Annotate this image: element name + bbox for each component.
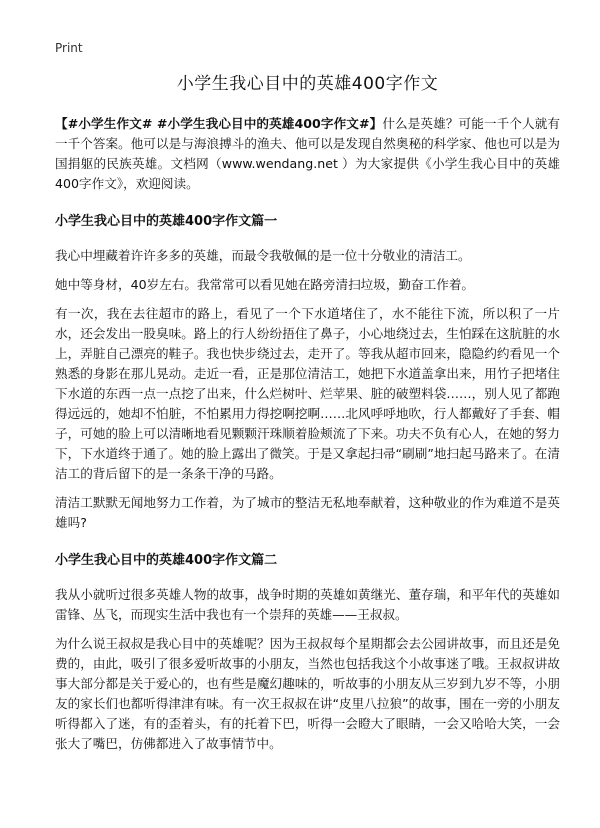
section-1-heading: 小学生我心目中的英雄400字作文篇一: [55, 214, 278, 229]
section-1-paragraph-1: 我心中埋藏着许许多多的英雄，而最令我敬佩的是一位十分敬业的清洁工。: [55, 248, 471, 263]
print-link[interactable]: Print: [55, 41, 83, 55]
section-2-paragraph-1: 我从小就听过很多英雄人物的故事，战争时期的英雄如黄继光、董存瑞，和平年代的英雄如雷锋、丛飞，而现实生活中我也有一个崇拜的英雄——王叔叔。: [55, 587, 560, 622]
section-1-paragraph-4: 清洁工默默无闻地努力工作着，为了城市的整洁无私地奉献着，这种敬业的作为难道不是英雄吗?: [55, 495, 560, 530]
intro-tag: 【#小学生作文# #小学生我心目中的英雄400字作文#】: [55, 116, 383, 131]
section-2-heading: 小学生我心目中的英雄400字作文篇二: [55, 553, 278, 568]
intro-text: 什么是英雄？可能一千个人就有一千个答案。他可以是与海浪搏斗的渔夫、他可以是发现自然奥秘的科学家、他也可以是为国捐躯的民族英雄。文档网（www.wendang.net ）为大家提供《小学生我心目中的英雄400字作文》，欢迎阅读。: [55, 116, 560, 191]
section-2-paragraph-2: 为什么说王叔叔是我心目中的英雄呢？因为王叔叔每个星期都会去公园讲故事，而且还是免费的，由此，吸引了很多爱听故事的小朋友，当然也包括我这个小故事迷了哦。王叔叔讲故事大部分都是关于爱心的，也有些是魔幻趣味的，听故事的小朋友从三岁到九岁不等，小朋友的家长们也都听得津津有味。有一次王叔叔在讲“皮里八拉狼”的故事，围在一旁的小朋友听得都入了迷，有的歪着头，有的托着下巴，听得一会瞪大了眼睛，一会又哈哈大笑，一会张大了嘴巴，仿佛都进入了故事情节中。: [55, 636, 560, 751]
section-1-paragraph-2: 她中等身材，40岁左右。我常常可以看见她在路旁清扫垃圾，勤奋工作着。: [55, 277, 475, 292]
document-title: 小学生我心目中的英雄400字作文: [176, 74, 439, 94]
intro-paragraph: [55, 114, 560, 194]
section-1-paragraph-3: 有一次，我在去往超市的路上，看见了一个下水道堵住了，水不能往下流，所以积了一片水，还会发出一股臭味。路上的行人纷纷捂住了鼻子，小心地绕过去，生怕踩在这肮脏的水上，弄脏自己漂亮的鞋子。我也快步绕过去，走开了。等我从超市回来，隐隐约约看见一个熟悉的身影在那儿晃动。走近一看，正是那位清洁工，她把下水道盖拿出来，用竹子把堵住下水道的东西一点一点挖了出来，什么烂树叶、烂苹果、脏的破塑料袋……，别人见了都跑得远远的，她却不怕脏，不怕累用力得挖啊挖啊……北风呼呼地吹，行人都戴好了手套、帽子，可她的脸上可以清晰地看见颗颗汗珠顺着脸颊流了下来。功夫不负有心人，在她的努力下，下水道终于通了。她的脸上露出了微笑。于是又拿起扫帚“刷刷”地扫起马路来了。在清洁工的背后留下的是一条条干净的马路。: [55, 306, 560, 481]
